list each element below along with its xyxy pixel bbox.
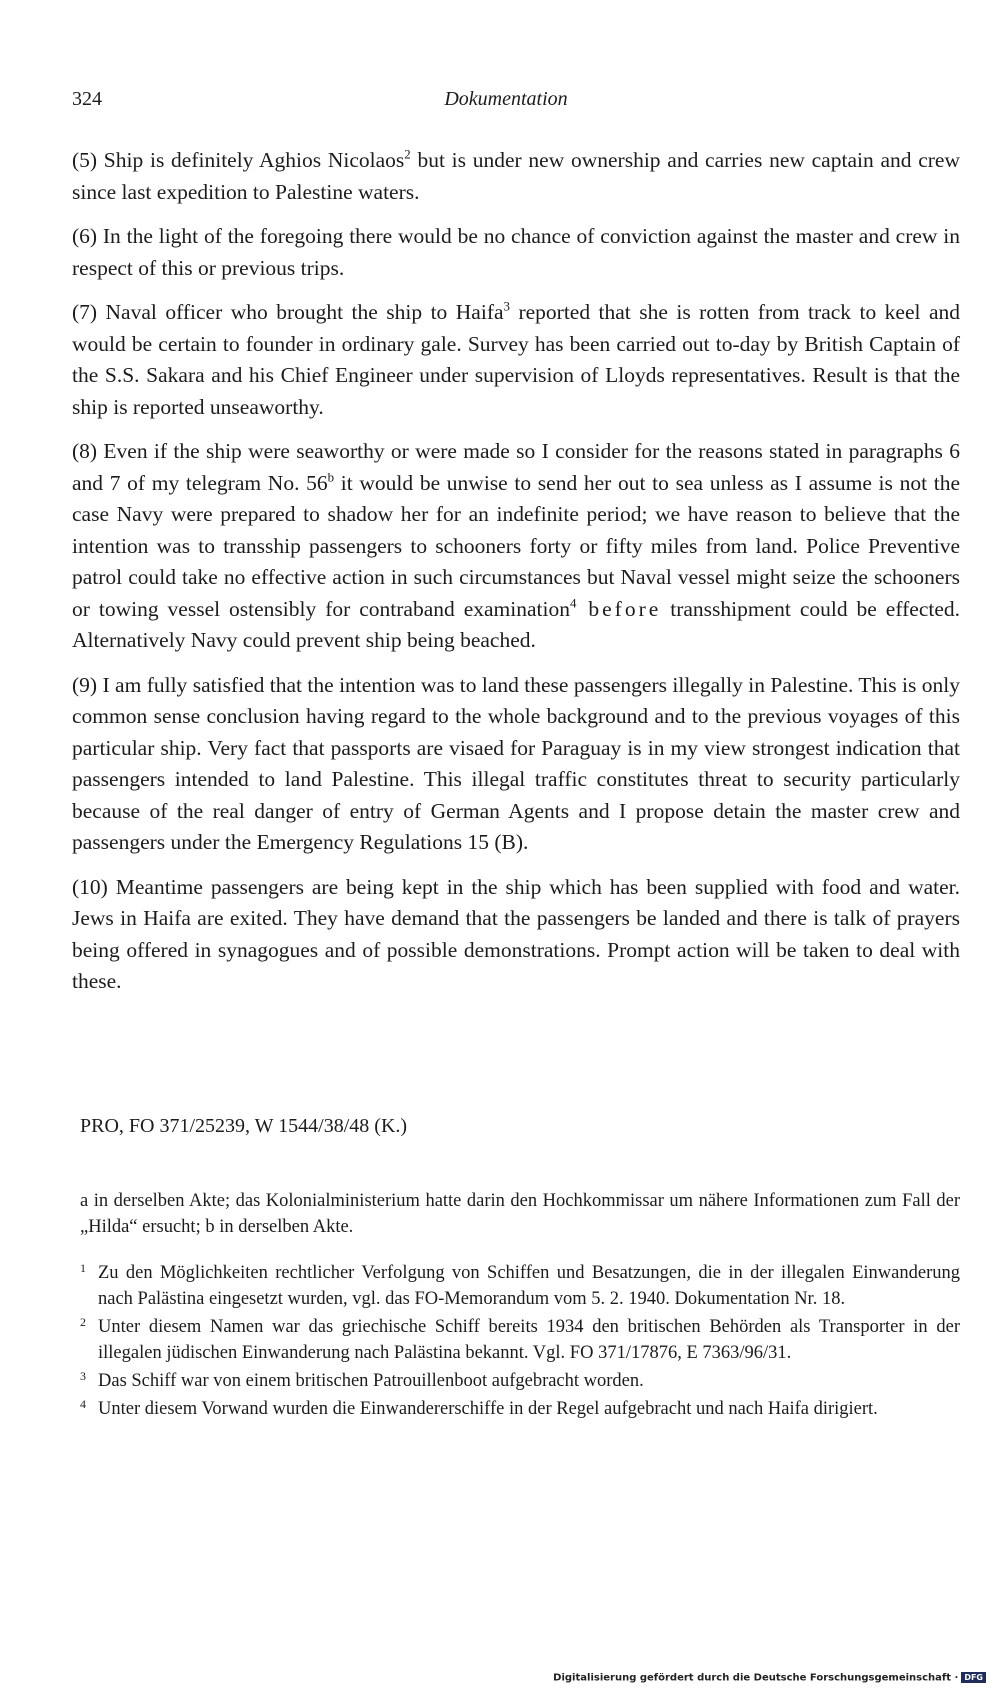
footnote-text: Unter diesem Vorwand wurden die Einwandererschiffe in der Regel aufgebracht und nach Haifa dirigiert. (98, 1399, 878, 1419)
dfg-logo: DFG (961, 1672, 986, 1683)
page-number: 324 (72, 88, 102, 110)
footnote-2 (80, 1314, 960, 1366)
paragraph-text: (8) Even if the ship were seaworthy or were made so I consider for the reasons stated in paragraphs 6 and 7 of my telegram No. 56 (72, 439, 960, 495)
footnote-3 (80, 1368, 960, 1394)
paragraph-text: reported that she is rotten from track to keel and would be certain to founder in ordinary gale. Survey has been carried out to-day by British Captain of the S.S. Sakara and his Chief Engineer under supervision of Lloyds representatives. Result is that the ship is reported unseaworthy. (72, 300, 960, 419)
footnote-number: 3 (80, 1369, 86, 1383)
digitization-credit (553, 1672, 986, 1684)
footnote-ref: 4 (569, 596, 577, 611)
paragraph-text: transshipment could be effected. Alternatively Navy could prevent ship being beached. (72, 596, 961, 652)
letter-note-ref: b (327, 470, 335, 485)
paragraph-text: (7) Naval officer who brought the ship to Haifa (72, 300, 504, 324)
footnote-1 (80, 1260, 960, 1312)
source-reference: PRO, FO 371/25239, W 1544/38/48 (K.) (80, 1115, 408, 1137)
paragraph-10: (10) Meantime passengers are being kept in the ship which has been supplied with food and water. Jews in Haifa are exited. They have demand that the passengers be landed and there is talk of prayers being offered in synagogues and of possible demonstrations. Prompt action will be taken to deal with these. (72, 874, 960, 993)
footnote-number: 4 (80, 1397, 86, 1411)
footnote-ref: 2 (404, 147, 411, 162)
emphasized-word: before (576, 596, 662, 621)
footnote-number: 1 (80, 1261, 86, 1275)
paragraph-6: (6) In the light of the foregoing there would be no chance of conviction against the master and crew in respect of this or previous trips. (72, 224, 960, 280)
footnote-text: Unter diesem Namen war das griechische Schiff bereits 1934 den britischen Behörden als Transporter in der illegalen jüdischen Einwanderung nach Palästina bekannt. Vgl. FO 371/17876, E 7363/96/31. (98, 1317, 960, 1363)
footnote-text: Zu den Möglichkeiten rechtlicher Verfolgung von Schiffen und Besatzungen, die in der illegalen Einwanderung nach Palästina eingesetzt wurden, vgl. das FO-Memorandum vom 5. 2. 1940. Dokumentation Nr. 18. (98, 1263, 960, 1309)
paragraph-8 (72, 436, 960, 657)
page-header (72, 88, 940, 118)
paragraph-9: (9) I am fully satisfied that the intention was to land these passengers illegally in Palestine. This is only common sense conclusion having regard to the whole background and to the previous voyages of this particular ship. Very fact that passports are visaed for Paraguay is in my view strongest indication that passengers intended to land Palestine. This illegal traffic constitutes threat to security particularly because of the real danger of entry of German Agents and I propose detain the master crew and passengers under the Emergency Regulations 15 (B). (72, 672, 960, 854)
footnote-ref: 3 (503, 299, 510, 314)
paragraph-5 (72, 145, 960, 208)
paragraph-text: it would be unwise to send her out to sea unless as I assume is not the case Navy were prepared to shadow her for an indefinite period; we have reason to believe that the intention was to transship passengers to schooners forty or fifty miles from land. Police Preventive patrol could take no effective action in such circumstances but Naval vessel might seize the schooners or towing vessel ostensibly for contraband examination (72, 470, 960, 621)
footnote-4 (80, 1396, 960, 1422)
paragraph-7 (72, 297, 960, 423)
footnote-text: Das Schiff war von einem britischen Patrouillenboot aufgebracht worden. (98, 1371, 644, 1391)
footnote-number: 2 (80, 1315, 86, 1329)
paragraph-text: (5) Ship is definitely Aghios Nicolaos (72, 148, 405, 172)
credit-text: Digitalisierung gefördert durch die Deutsche Forschungsgemeinschaft · (553, 1672, 959, 1684)
notes-section (80, 1188, 960, 1424)
letter-notes: a in derselben Akte; das Kolonialministerium hatte darin den Hochkommissar um nähere Informationen zum Fall der „Hilda“ ersucht; b in derselben Akte. (80, 1191, 960, 1237)
running-title: Dokumentation (444, 88, 568, 110)
document-body (72, 145, 960, 1011)
paragraph-text: but is under new ownership and carries new captain and crew since last expedition to Palestine waters. (72, 148, 960, 204)
